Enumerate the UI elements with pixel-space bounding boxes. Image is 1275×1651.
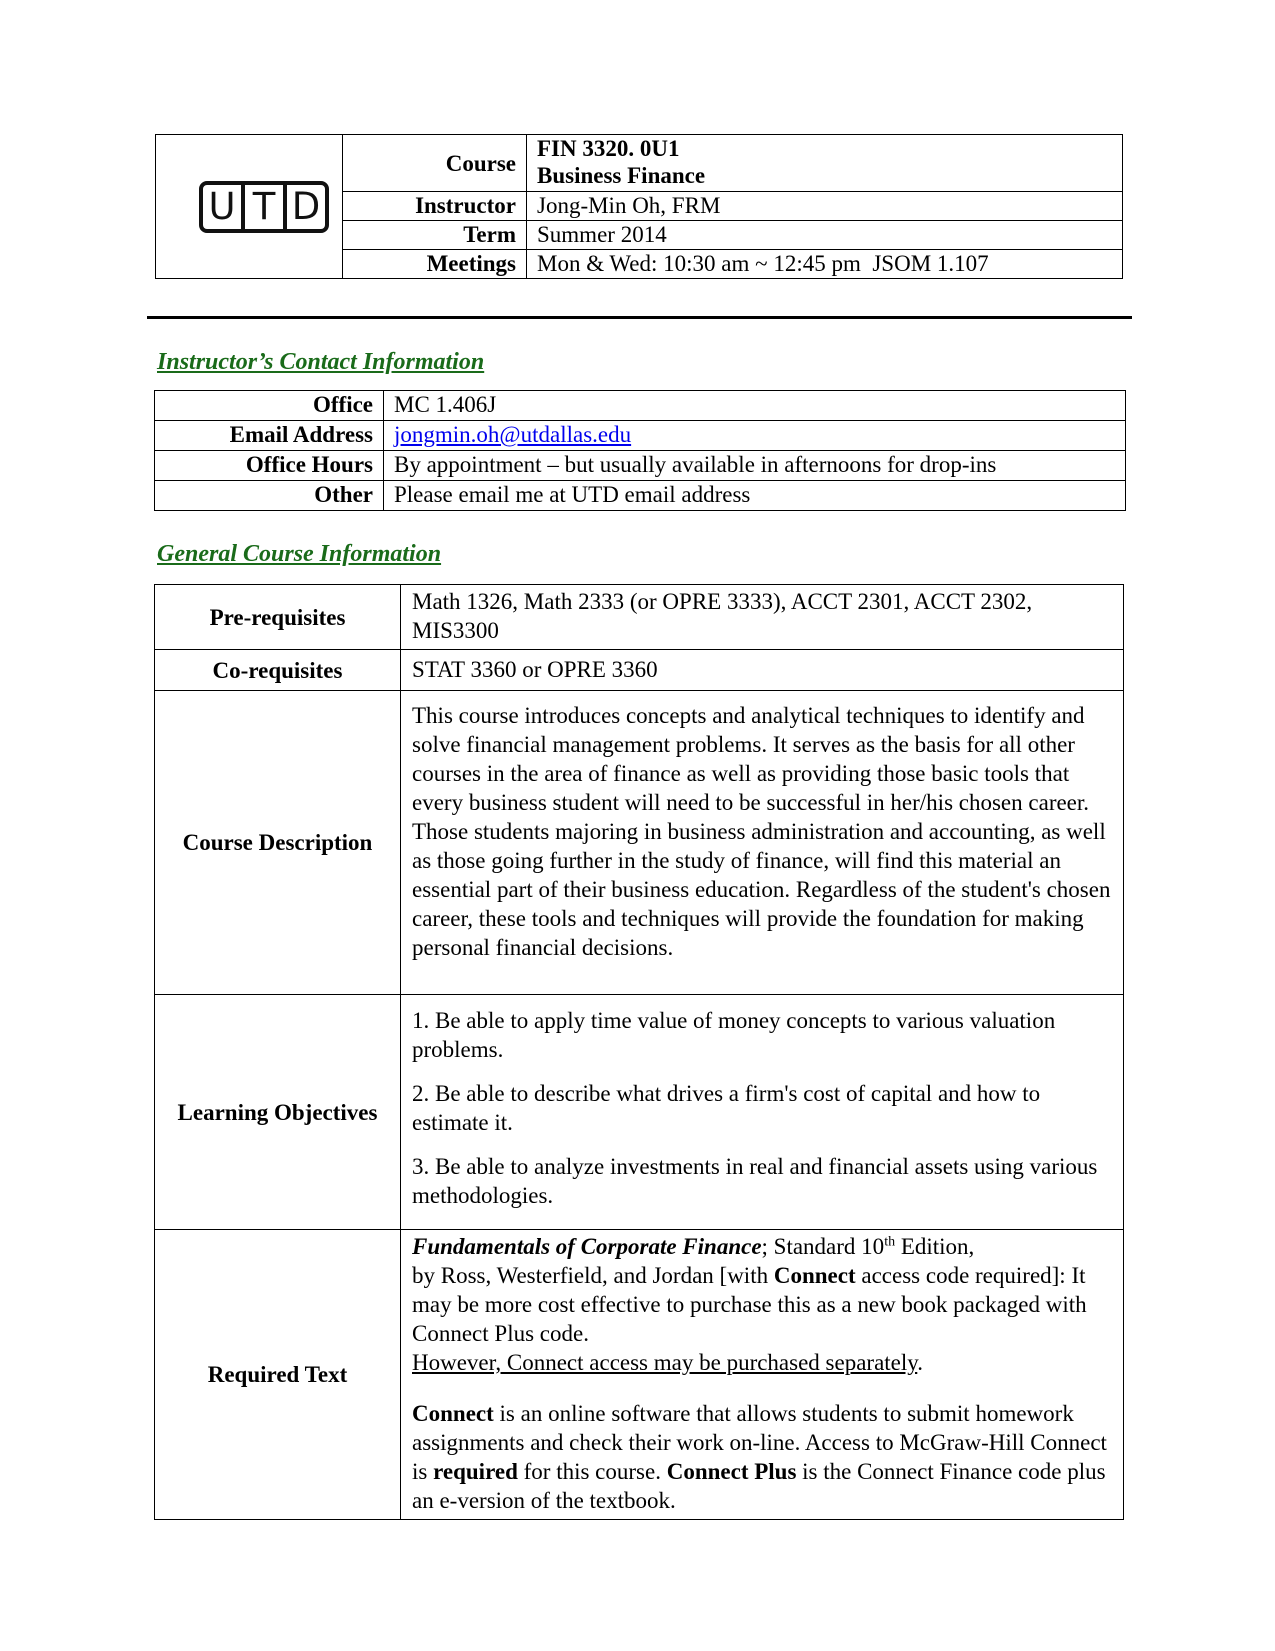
objectives-label: Learning Objectives: [155, 995, 401, 1230]
meetings-value: Mon & Wed: 10:30 am ~ 12:45 pm JSOM 1.107: [527, 250, 1123, 279]
for-course-text: for this course.: [517, 1459, 667, 1484]
edition-text: ; Standard 10: [761, 1234, 885, 1259]
separate-purchase-note: However, Connect access may be purchased separately: [412, 1350, 918, 1375]
other-label: Other: [155, 481, 384, 511]
term-label: Term: [343, 221, 527, 250]
general-info-table: [154, 584, 1124, 1520]
office-hours-label: Office Hours: [155, 451, 384, 481]
other-value: Please email me at UTD email address: [384, 481, 1126, 511]
email-link[interactable]: jongmin.oh@utdallas.edu: [394, 422, 632, 447]
connect-bold-2: Connect: [412, 1401, 494, 1426]
objective-item: 3. Be able to analyze investments in real and financial assets using various methodologies.: [412, 1154, 1098, 1208]
utd-logo-letter-d: D: [283, 185, 325, 229]
connect-bold: Connect: [773, 1263, 856, 1288]
description-label: Course Description: [155, 691, 401, 995]
required-text-value: [401, 1230, 1124, 1520]
objectives-list: [401, 995, 1124, 1230]
email-label: Email Address: [155, 421, 384, 451]
access-note: access code required]: It may be more cost effective to purchase this as a new book packaged with Connect Plus code.: [412, 1263, 1087, 1346]
required-bold: required: [433, 1459, 518, 1484]
email-value: [384, 421, 1126, 451]
course-label: Course: [343, 135, 527, 192]
required-text-paragraph-1: [412, 1232, 1113, 1377]
office-hours-value: By appointment – but usually available in afternoons for drop-ins: [384, 451, 1126, 481]
section-divider: [147, 316, 1132, 319]
separate-period: .: [917, 1350, 924, 1375]
general-section-title: General Course Information: [157, 541, 442, 567]
utd-logo-mark: [199, 181, 329, 233]
utd-logo: [156, 181, 342, 233]
connect-description: is an online software that allows students to submit homework assignments and check their work on-line. Access to McGraw-Hill Connect is: [412, 1401, 1107, 1484]
objective-item: 1. Be able to apply time value of money concepts to various valuation problems.: [412, 1008, 1056, 1062]
utd-logo-letter-t: T: [241, 185, 283, 229]
course-value: [527, 135, 1123, 192]
office-label: Office: [155, 391, 384, 421]
course-code: FIN 3320. 0U1: [537, 136, 680, 161]
connect-plus-description: is the Connect Finance code plus an e-version of the textbook.: [412, 1459, 1106, 1513]
edition-superscript: th: [884, 1234, 896, 1250]
contact-table: [154, 390, 1126, 511]
objective-item: 2. Be able to describe what drives a firm's cost of capital and how to estimate it.: [412, 1081, 1041, 1135]
meetings-label: Meetings: [343, 250, 527, 279]
coreq-value: STAT 3360 or OPRE 3360: [401, 650, 1124, 691]
book-title: Fundamentals of Corporate Finance: [412, 1234, 762, 1259]
prereq-value: Math 1326, Math 2333 (or OPRE 3333), ACCT 2301, ACCT 2302, MIS3300: [401, 585, 1124, 650]
required-text-label: Required Text: [155, 1230, 401, 1520]
coreq-label: Co-requisites: [155, 650, 401, 691]
office-value: MC 1.406J: [384, 391, 1126, 421]
logo-cell: [156, 135, 343, 279]
prereq-label: Pre-requisites: [155, 585, 401, 650]
utd-logo-letter-u: U: [208, 185, 236, 228]
required-text-paragraph-2: [412, 1399, 1113, 1515]
contact-section-title: Instructor’s Contact Information: [157, 349, 485, 375]
course-header-table: [155, 134, 1123, 279]
description-value: This course introduces concepts and analytical techniques to identify and solve financial management problems. It serves as the basis for all other courses in the area of finance as well as providing those basic tools that every business student will need to be successful in her/his chosen career. Those students majoring in business administration and accounting, as well as those going further in the study of finance, will find this material an essential part of their business education. Regardless of the student's chosen career, these tools and techniques will provide the foundation for making personal financial decisions.: [401, 691, 1124, 995]
connect-plus-bold: Connect Plus: [666, 1459, 797, 1484]
instructor-label: Instructor: [343, 192, 527, 221]
instructor-value: Jong-Min Oh, FRM: [527, 192, 1123, 221]
authors-text: by Ross, Westerfield, and Jordan [with: [412, 1263, 774, 1288]
course-name: Business Finance: [537, 163, 706, 188]
term-value: Summer 2014: [527, 221, 1123, 250]
edition-suffix: Edition,: [895, 1234, 975, 1259]
